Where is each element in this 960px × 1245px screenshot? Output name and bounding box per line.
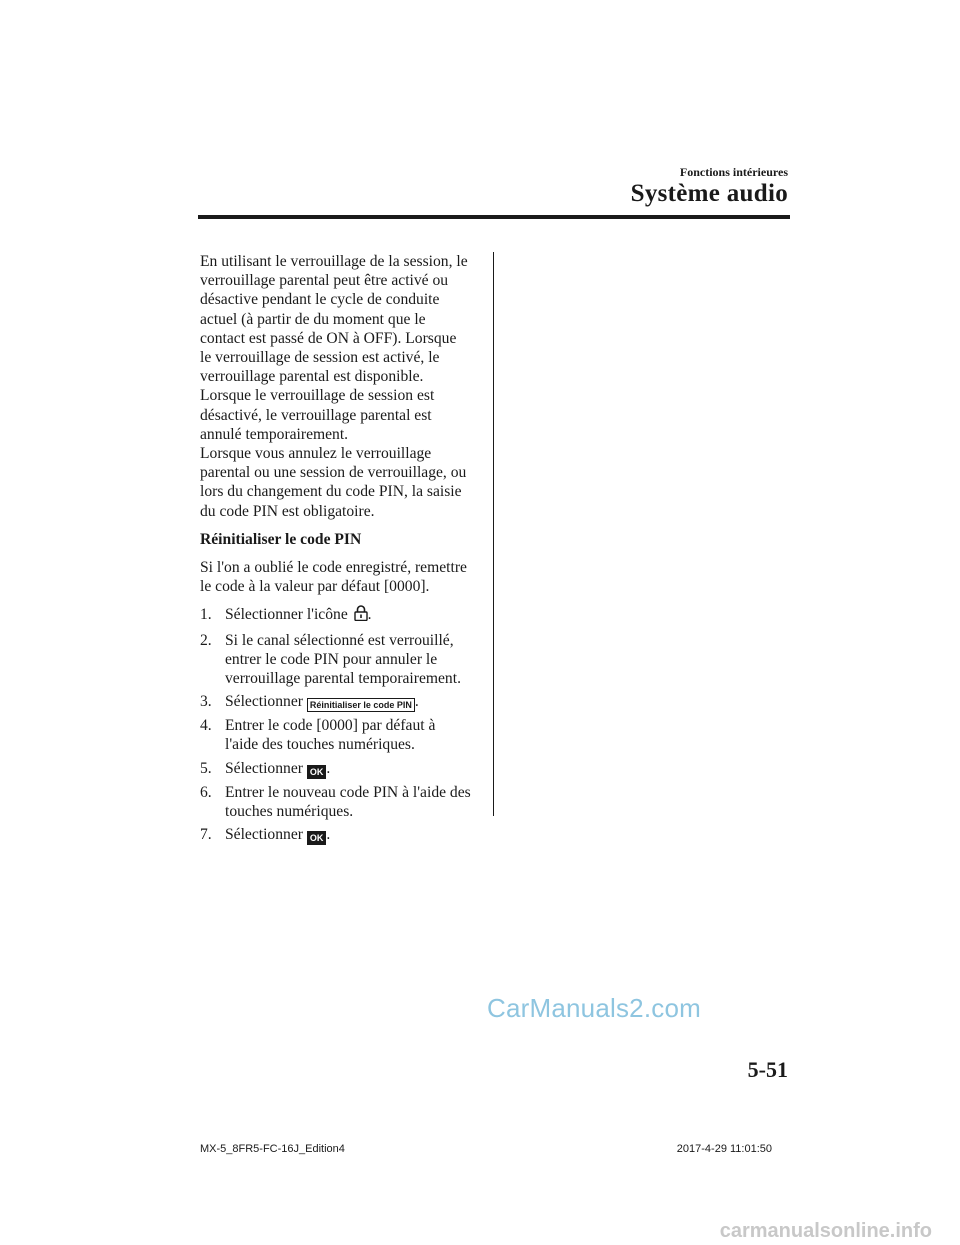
step-text: entrer le code PIN pour annuler le [225, 650, 438, 668]
header-divider [198, 215, 790, 219]
section-intro-line: le code à la valeur par défaut [0000]. [200, 578, 430, 596]
padlock-icon [354, 605, 368, 626]
step-text-end: . [367, 606, 372, 624]
step-text: Entrer le nouveau code PIN à l'aide des [225, 783, 471, 801]
step-text: Sélectionner l'icône [225, 606, 352, 624]
section-intro-line: Si l'on a oublié le code enregistré, remettre [200, 559, 467, 577]
intro-line: du code PIN est obligatoire. [200, 502, 375, 520]
step-4 [200, 716, 483, 754]
step-text: Sélectionner [225, 759, 307, 777]
intro-line: contact est passé de ON à OFF). Lorsque [200, 329, 457, 347]
step-7 [200, 825, 483, 845]
watermark-logo: CarManuals2.com [487, 993, 701, 1023]
intro-line: le verrouillage de session est activé, le [200, 349, 440, 367]
step-text: touches numériques. [225, 802, 354, 820]
step-number: 7. [200, 826, 212, 844]
section-heading: Réinitialiser le code PIN [200, 530, 362, 548]
step-text: l'aide des touches numériques. [225, 736, 415, 754]
steps-list [200, 605, 483, 845]
intro-line: verrouillage parental est disponible. [200, 368, 424, 386]
step-number: 6. [200, 783, 212, 801]
intro-line: parental ou une session de verrouillage, ou [200, 464, 467, 482]
intro-line: lors du changement du code PIN, la saisie [200, 483, 462, 501]
step-5 [200, 759, 483, 779]
reset-pin-button[interactable]: Réinitialiser le code PIN [307, 698, 415, 712]
step-1 [200, 605, 483, 626]
intro-line: Lorsque vous annulez le verrouillage [200, 445, 432, 463]
header-section-label: Fonctions intérieures [679, 165, 788, 179]
page-number: 5-51 [747, 1057, 788, 1082]
intro-line: désactive pendant le cycle de conduite [200, 291, 440, 309]
step-text-end: . [326, 826, 331, 844]
intro-line: Lorsque le verrouillage de session est [200, 387, 435, 405]
step-number: 1. [200, 606, 212, 624]
step-number: 3. [200, 693, 212, 711]
ok-button[interactable]: OK [307, 831, 327, 845]
footer-document-id: MX-5_8FR5-FC-16J_Edition4 [200, 1143, 345, 1155]
ok-button[interactable]: OK [307, 765, 327, 779]
column-divider [493, 252, 494, 816]
intro-paragraph [200, 252, 483, 521]
step-text: Sélectionner [225, 826, 307, 844]
section-intro [200, 558, 483, 596]
intro-line: désactivé, le verrouillage parental est [200, 406, 432, 424]
step-6 [200, 783, 483, 821]
step-text: Sélectionner [225, 693, 307, 711]
intro-line: actuel (à partir de du moment que le [200, 310, 426, 328]
intro-line: verrouillage parental peut être activé ou [200, 272, 449, 290]
step-text: verrouillage parental temporairement. [225, 670, 461, 688]
site-link[interactable]: carmanualsonline.info [719, 1220, 932, 1242]
page-title: Système audio [630, 180, 788, 207]
intro-line: annulé temporairement. [200, 425, 349, 443]
step-number: 5. [200, 759, 212, 777]
text-column [200, 252, 483, 849]
step-2 [200, 631, 483, 689]
footer-timestamp: 2017-4-29 11:01:50 [676, 1143, 772, 1155]
step-number: 4. [200, 717, 212, 735]
step-text-end: . [414, 693, 419, 711]
step-text: Entrer le code [0000] par défaut à [225, 717, 436, 735]
intro-line: En utilisant le verrouillage de la session, le [200, 253, 468, 270]
step-number: 2. [200, 631, 212, 649]
step-text: Si le canal sélectionné est verrouillé, [225, 631, 454, 649]
step-3 [200, 692, 483, 712]
step-text-end: . [326, 759, 331, 777]
